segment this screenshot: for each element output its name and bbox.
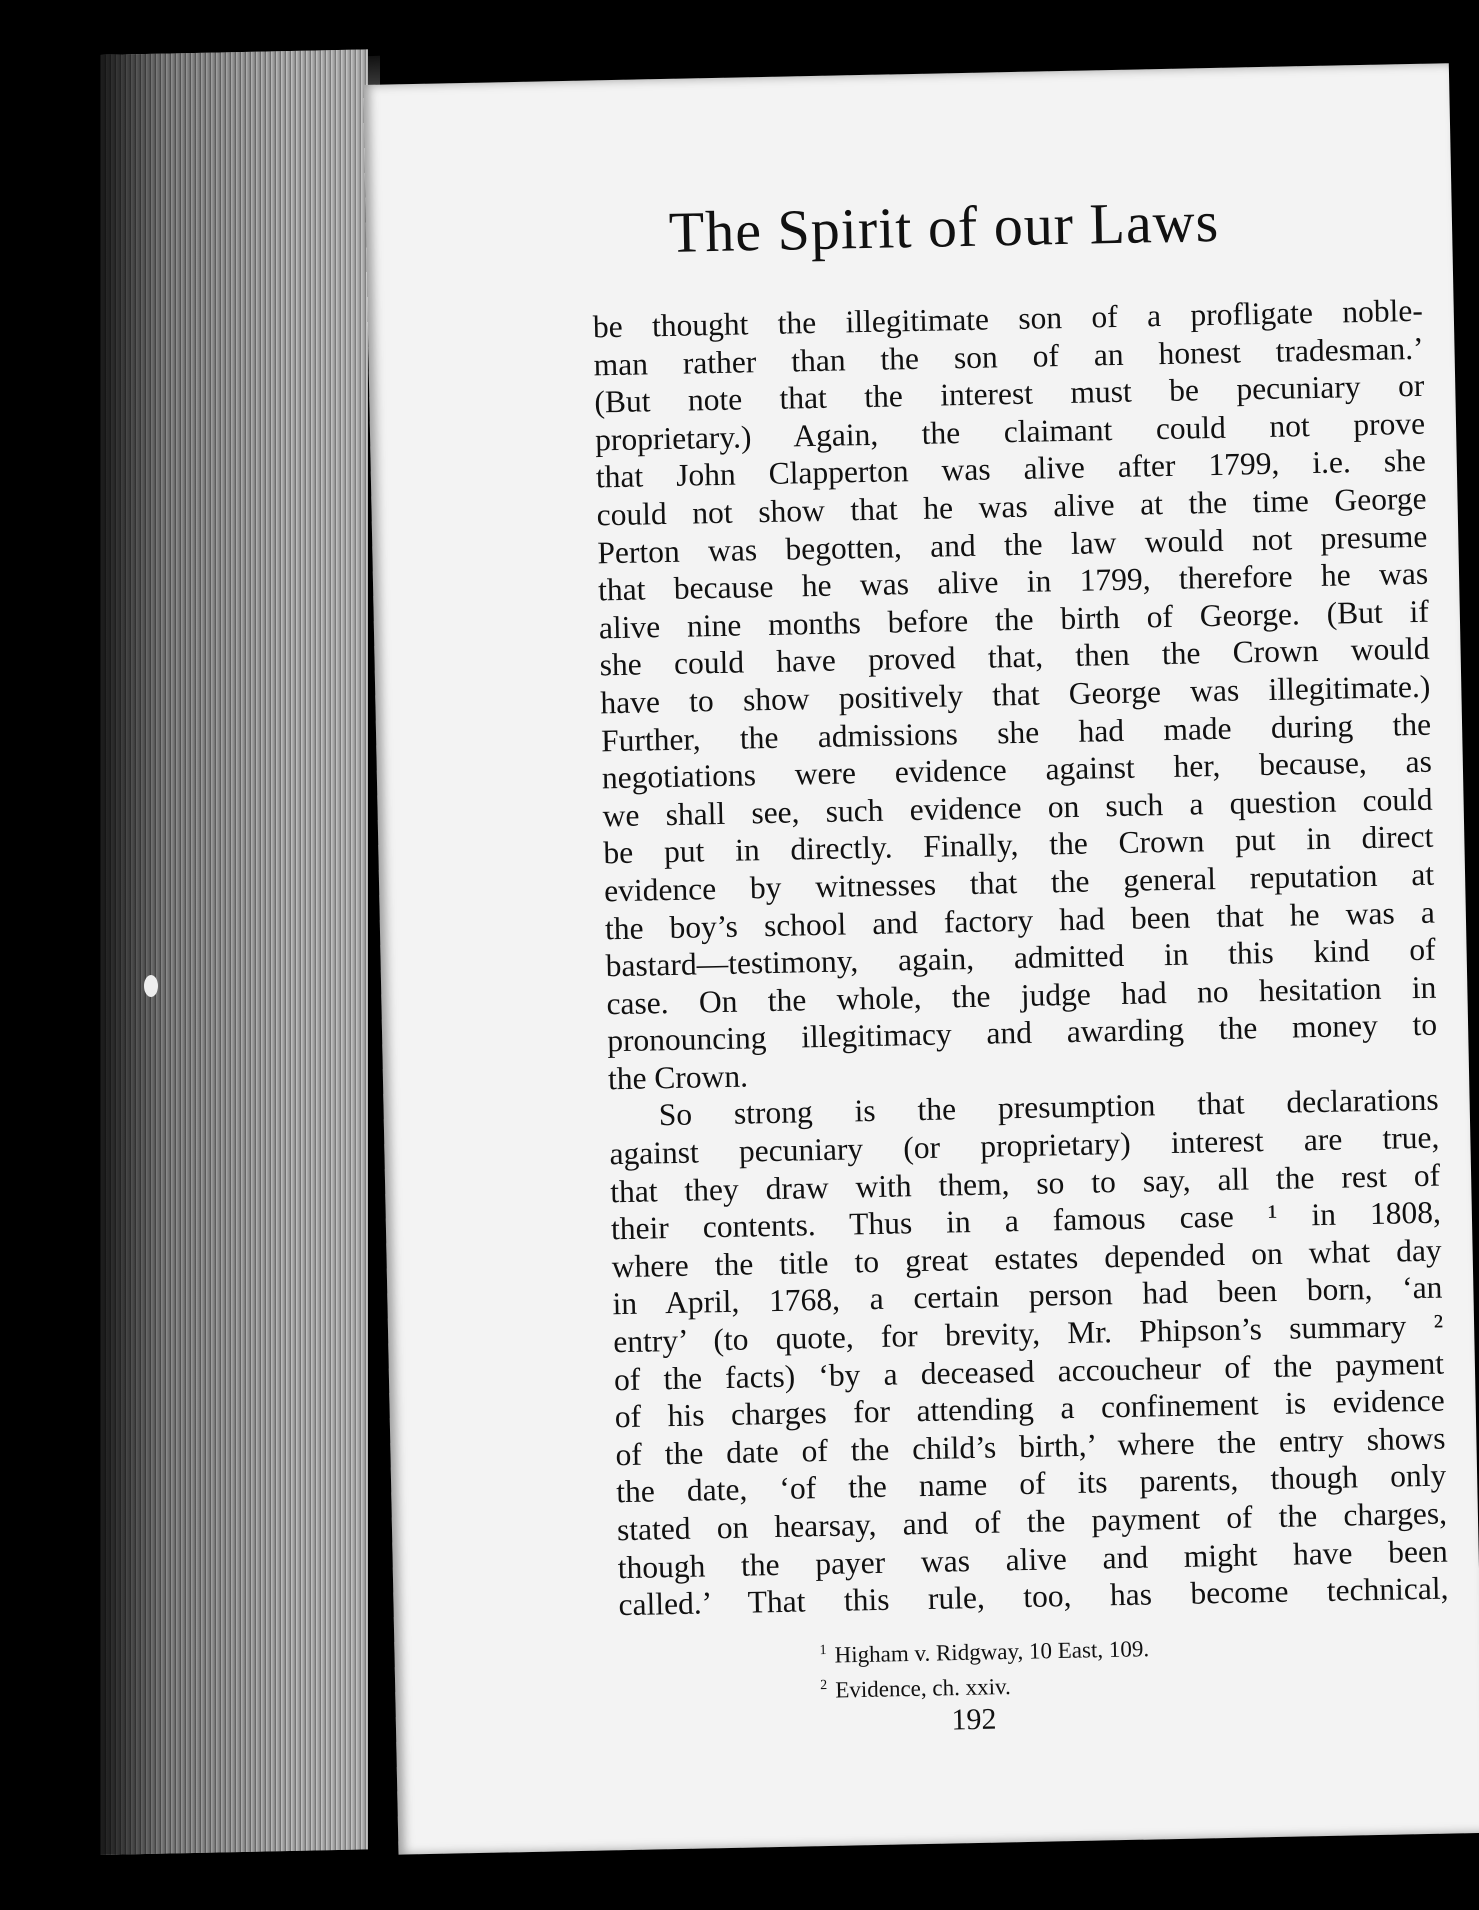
body-line: stated on hearsay, and of the payment of the charges, bbox=[616, 1495, 1448, 1548]
body-line: where the title to great estates depended on what day bbox=[611, 1232, 1442, 1285]
body-line: that they draw with them, so to say, all the rest of bbox=[609, 1157, 1441, 1209]
footnote-text: Evidence, ch. xxiv. bbox=[835, 1673, 1011, 1703]
page-number: 192 bbox=[951, 1702, 997, 1737]
body-line: we shall see, such evidence on such a question could bbox=[602, 781, 1433, 834]
body-line: be thought the illegitimate son of a profligate noble- bbox=[592, 292, 1424, 345]
body-line: bastard—testimony, again, admitted in this kind of bbox=[605, 931, 1436, 984]
body-line: of the facts) ‘by a deceased accoucheur of the payment bbox=[613, 1345, 1445, 1397]
body-line: alive nine months before the birth of George. (But if bbox=[598, 593, 1430, 646]
body-line: she could have proved that, then the Crown would bbox=[599, 631, 1430, 683]
body-line: have to show positively that George was illegitimate.) bbox=[600, 668, 1431, 721]
body-line: called.’ That this rule, too, has become technical, bbox=[618, 1570, 1449, 1623]
body-line: Perton was begotten, and the law would not presume bbox=[597, 518, 1428, 570]
body-line: could not show that he was alive at the time George bbox=[596, 480, 1427, 533]
body-line: man rather than the son of an honest tradesman.’ bbox=[593, 330, 1424, 383]
body-line: negotiations were evidence against her, because, as bbox=[601, 743, 1433, 796]
book-page bbox=[363, 63, 1479, 1854]
footnote-2 bbox=[820, 1664, 1150, 1705]
body-line: case. On the whole, the judge had no hesitation in bbox=[606, 969, 1437, 1021]
body-line: though the payer was alive and might have been bbox=[617, 1533, 1448, 1585]
body-line: that John Clapperton was alive after 1799, i.e. she bbox=[595, 443, 1427, 495]
body-line: the Crown. bbox=[607, 1058, 749, 1097]
footnotes bbox=[819, 1630, 1150, 1706]
body-line: of his charges for attending a confinement is evidence bbox=[614, 1382, 1445, 1435]
body-line: Further, the admissions she had made during the bbox=[600, 706, 1432, 758]
body-line: the boy’s school and factory had been that he was a bbox=[604, 894, 1436, 946]
body-line: in April, 1768, a certain person had been born, ‘an bbox=[612, 1270, 1443, 1322]
footnote-marker: 2 bbox=[820, 1677, 828, 1693]
body-line: (But note that the interest must be pecuniary or bbox=[594, 367, 1425, 420]
body-line: their contents. Thus in a famous case ¹ in 1808, bbox=[610, 1194, 1442, 1247]
body-line: proprietary.) Again, the claimant could not prove bbox=[594, 405, 1426, 458]
body-text bbox=[593, 292, 1449, 1624]
scan-speck bbox=[144, 975, 158, 997]
footnote-1 bbox=[819, 1630, 1149, 1671]
body-line: against pecuniary (or proprietary) interest are true, bbox=[609, 1119, 1440, 1172]
running-head: The Spirit of our Laws bbox=[668, 188, 1220, 265]
body-line: So strong is the presumption that declarations bbox=[658, 1082, 1439, 1133]
footnote-marker: 1 bbox=[819, 1643, 827, 1659]
fore-edge-shading bbox=[100, 49, 368, 1855]
body-line: evidence by witnesses that the general reputation at bbox=[603, 856, 1435, 909]
footnote-text: Higham v. Ridgway, 10 East, 109. bbox=[834, 1636, 1150, 1668]
body-line: of the date of the child’s birth,’ where the entry shows bbox=[615, 1420, 1446, 1473]
body-line: the date, ‘of the name of its parents, though only bbox=[615, 1457, 1447, 1510]
body-line: entry’ (to quote, for brevity, Mr. Phipson’s summary ² bbox=[612, 1307, 1444, 1360]
body-line: pronouncing illegitimacy and awarding the money to bbox=[606, 1006, 1438, 1059]
body-line: that because he was alive in 1799, therefore he was bbox=[597, 555, 1429, 608]
body-line: be put in directly. Finally, the Crown put in direct bbox=[603, 818, 1434, 871]
